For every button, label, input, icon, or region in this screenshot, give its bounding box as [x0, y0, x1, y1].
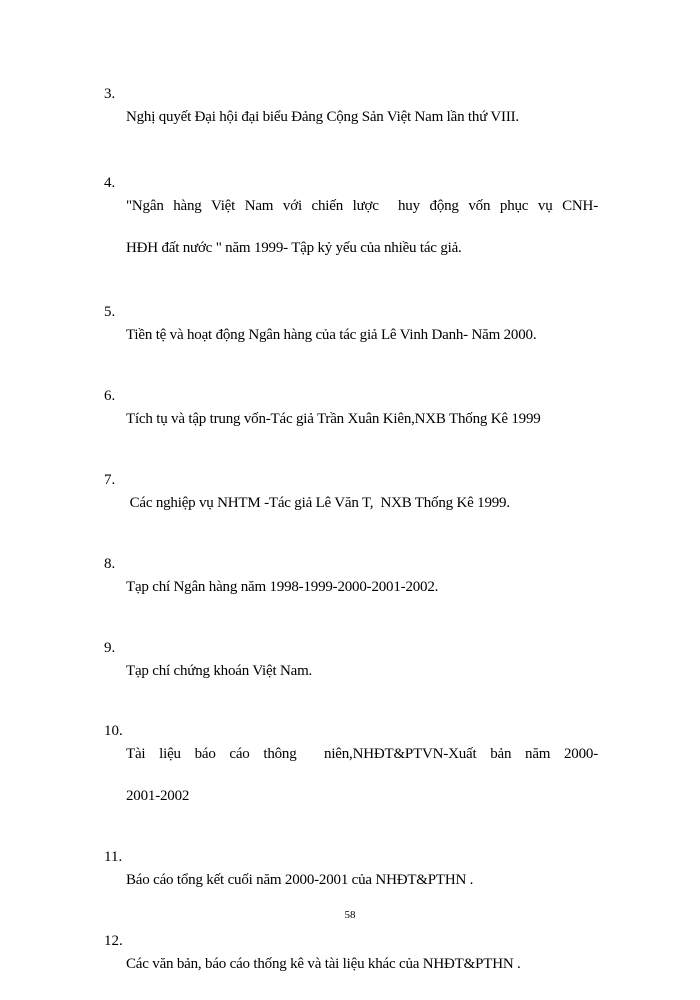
- reference-text: [126, 171, 598, 283]
- reference-text: [126, 845, 598, 915]
- reference-item: [104, 552, 598, 622]
- reference-number: 5.: [104, 304, 116, 320]
- reference-number: 11.: [104, 849, 123, 865]
- reference-item: [104, 636, 598, 706]
- reference-line: Tích tụ và tập trung vốn-Tác giả Trần Xuân Kiên,NXB Thống Kê 1999: [126, 411, 541, 427]
- reference-item: [104, 384, 598, 454]
- reference-number: 6.: [104, 388, 116, 404]
- reference-item: [104, 719, 598, 831]
- page-number: 58: [344, 909, 356, 921]
- reference-line: Báo cáo tổng kết cuối năm 2000-2001 của NHĐT&PTHN .: [126, 872, 474, 888]
- reference-number: 4.: [104, 175, 116, 191]
- reference-text: [126, 300, 598, 370]
- reference-item: [104, 845, 598, 915]
- reference-number: 9.: [104, 640, 116, 656]
- reference-text: [126, 719, 598, 831]
- reference-item: [104, 82, 598, 152]
- reference-text: [126, 552, 598, 622]
- reference-line: Các nghiệp vụ NHTM -Tác giả Lê Văn T, NXB Thống Kê 1999.: [126, 495, 510, 511]
- reference-line: Tài liệu báo cáo thông niên,NHĐT&PTVN-Xuất bản năm 2000-: [126, 746, 598, 762]
- reference-number: 8.: [104, 556, 116, 572]
- reference-item: [104, 300, 598, 370]
- reference-text: [126, 468, 598, 538]
- reference-line: Tiền tệ và hoạt động Ngân hàng của tác giả Lê Vinh Danh- Năm 2000.: [126, 327, 537, 343]
- reference-item: [104, 468, 598, 538]
- reference-line: Tạp chí chứng khoán Việt Nam.: [126, 663, 313, 679]
- reference-line: 2001-2002: [126, 788, 190, 804]
- reference-number: 10.: [104, 723, 123, 739]
- reference-text: [126, 929, 598, 999]
- reference-line: "Ngân hàng Việt Nam với chiến lược huy động vốn phục vụ CNH-: [126, 198, 598, 214]
- reference-number: 7.: [104, 472, 116, 488]
- reference-number: 3.: [104, 86, 116, 102]
- reference-line: Các văn bản, báo cáo thống kê và tài liệu khác của NHĐT&PTHN .: [126, 956, 521, 972]
- reference-line: Tạp chí Ngân hàng năm 1998-1999-2000-2001-2002.: [126, 579, 439, 595]
- reference-item: [104, 171, 598, 283]
- reference-number: 12.: [104, 933, 123, 949]
- reference-text: [126, 636, 598, 706]
- reference-list: [104, 82, 598, 999]
- reference-text: [126, 384, 598, 454]
- reference-line: Nghị quyết Đại hội đại biểu Đảng Cộng Sản Việt Nam lần thứ VIII.: [126, 109, 519, 125]
- reference-item: [104, 929, 598, 999]
- reference-line: HĐH đất nước " năm 1999- Tập kỷ yếu của nhiều tác giả.: [126, 240, 462, 256]
- reference-text: [126, 82, 598, 152]
